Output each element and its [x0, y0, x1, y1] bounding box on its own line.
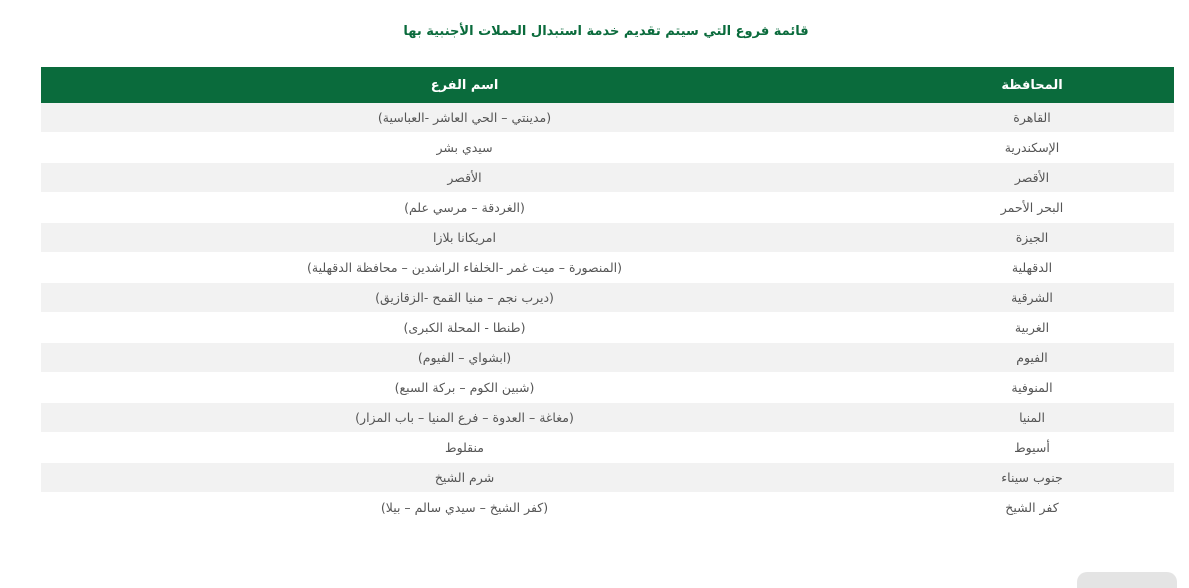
table-row	[40, 103, 1174, 133]
table-row	[40, 223, 1174, 253]
page-title: قائمة فروع التي سيتم تقديم خدمة استبدال العملات الأجنبية بها	[403, 24, 809, 39]
governorate-cell: الغربية	[890, 313, 1174, 343]
branch-cell: شرم الشيخ	[40, 463, 890, 493]
branch-cell: الأقصر	[40, 163, 890, 193]
table-row	[40, 343, 1174, 373]
branch-cell: (المنصورة – ميت غمر -الخلفاء الراشدين – محافظة الدقهلية)	[40, 253, 890, 283]
header-branch-name: اسم الفرع	[40, 67, 890, 103]
branch-cell: (ديرب نجم – منيا القمح -الزقازيق)	[40, 283, 890, 313]
governorate-cell: الجيزة	[890, 223, 1174, 253]
branch-cell: سيدي بشر	[40, 133, 890, 163]
governorate-cell: المنوفية	[890, 373, 1174, 403]
table-row	[40, 133, 1174, 163]
branch-cell: (مدينتي – الحي العاشر -العباسية)	[40, 103, 890, 133]
governorate-cell: الدقهلية	[890, 253, 1174, 283]
branch-cell: (شبين الكوم – بركة السبع)	[40, 373, 890, 403]
table-row	[40, 373, 1174, 403]
branch-cell: امريكانا بلازا	[40, 223, 890, 253]
governorate-cell: الفيوم	[890, 343, 1174, 373]
table-row	[40, 403, 1174, 433]
header-governorate: المحافظة	[890, 67, 1174, 103]
governorate-cell: أسيوط	[890, 433, 1174, 463]
governorate-cell: الإسكندرية	[890, 133, 1174, 163]
governorate-cell: البحر الأحمر	[890, 193, 1174, 223]
governorate-cell: الأقصر	[890, 163, 1174, 193]
branch-cell: منقلوط	[40, 433, 890, 463]
governorate-cell: جنوب سيناء	[890, 463, 1174, 493]
table-row	[40, 313, 1174, 343]
table-row	[40, 253, 1174, 283]
table-header-row	[40, 67, 1174, 103]
branch-cell: (ابشواي – الفيوم)	[40, 343, 890, 373]
governorate-cell: الشرقية	[890, 283, 1174, 313]
branch-cell: (طنطا - المحلة الكبرى)	[40, 313, 890, 343]
table-row	[40, 493, 1174, 523]
page-scroll-indicator[interactable]	[1077, 572, 1177, 588]
table-row	[40, 283, 1174, 313]
branches-table	[40, 67, 1174, 523]
table-row	[40, 193, 1174, 223]
governorate-cell: القاهرة	[890, 103, 1174, 133]
table-row	[40, 433, 1174, 463]
branch-cell: (الغردقة – مرسي علم)	[40, 193, 890, 223]
branch-cell: (مغاغة – العدوة – فرع المنيا – باب المزار)	[40, 403, 890, 433]
governorate-cell: المنيا	[890, 403, 1174, 433]
branch-cell: (كفر الشيخ – سيدي سالم – بيلا)	[40, 493, 890, 523]
table-row	[40, 163, 1174, 193]
table-row	[40, 463, 1174, 493]
governorate-cell: كفر الشيخ	[890, 493, 1174, 523]
